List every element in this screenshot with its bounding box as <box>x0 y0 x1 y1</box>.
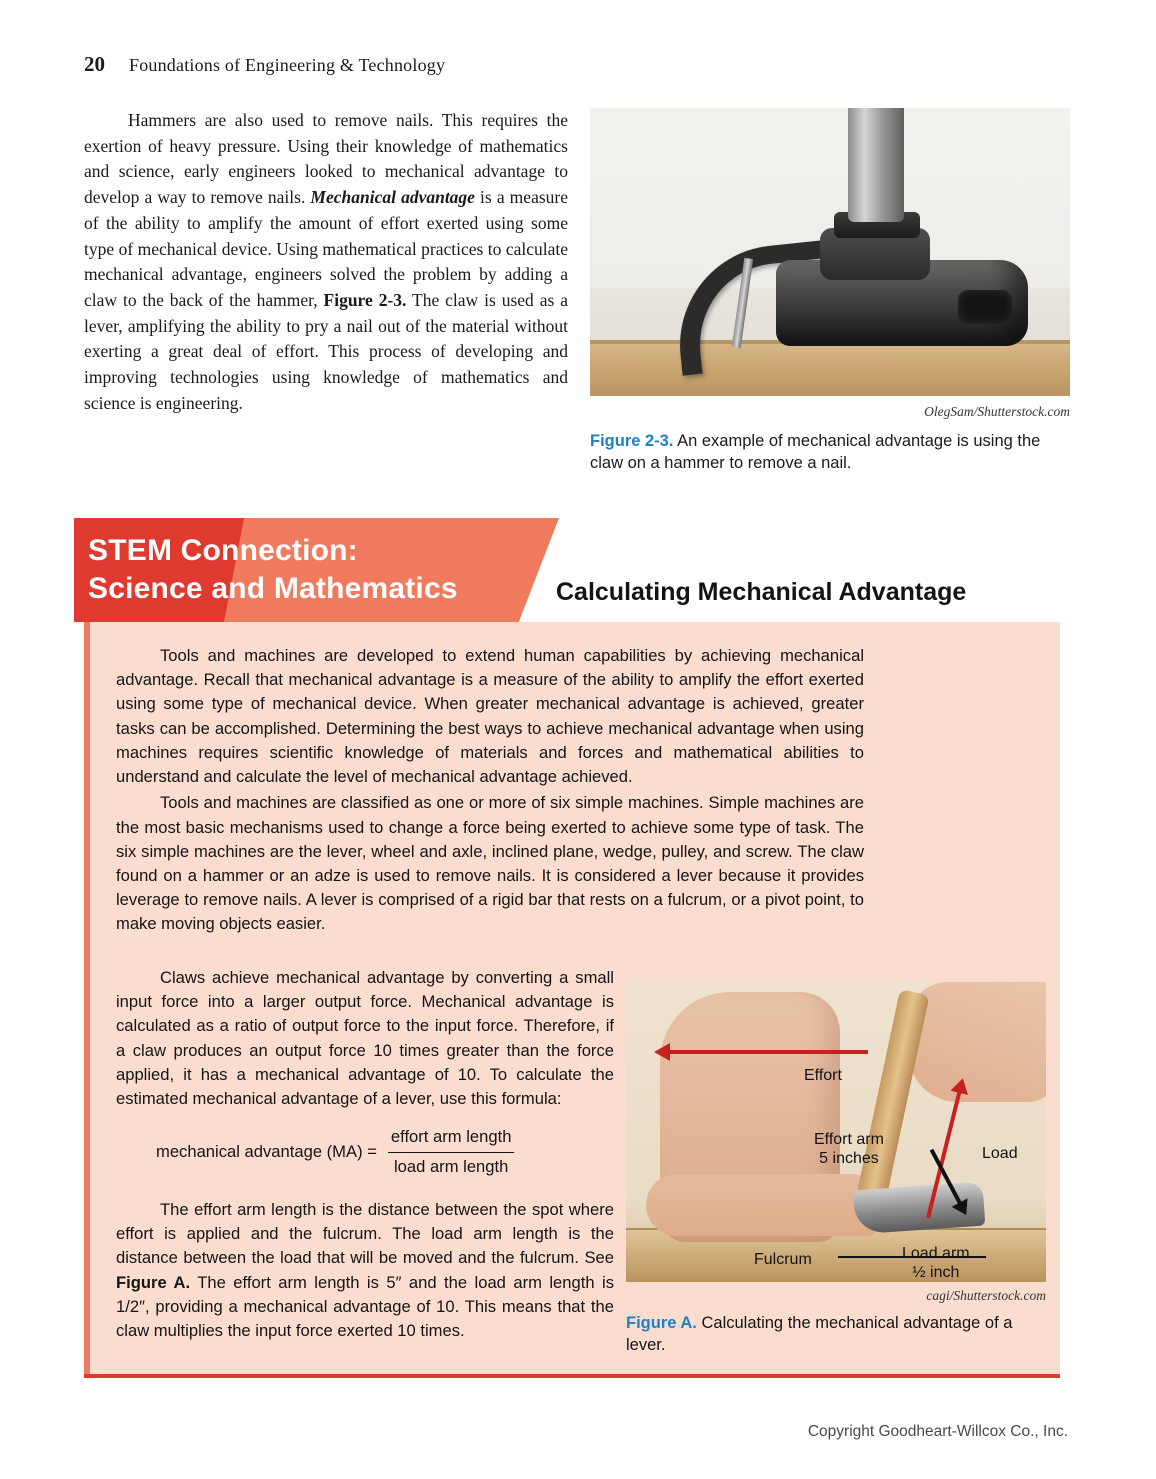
key-term: Mechanical advantage <box>310 187 475 208</box>
figure-caption-label: Figure 2-3. <box>590 432 674 450</box>
formula-denominator: load arm length <box>388 1152 514 1179</box>
hammer-handle-shape <box>848 108 904 222</box>
running-head <box>84 52 445 77</box>
feature-paragraph-4-part-1: The effort arm length is the distance between the spot where effort is applied and the fulcrum. The load arm length is the distance between the load that will be moved and the fulcrum. See <box>116 1200 614 1268</box>
formula-fraction <box>385 1125 518 1178</box>
label-effort-arm-line-1: Effort arm <box>814 1131 884 1148</box>
label-fulcrum: Fulcrum <box>754 1251 812 1268</box>
figure-a <box>626 982 1046 1356</box>
copyright-footer: Copyright Goodheart-Willcox Co., Inc. <box>807 1423 1068 1440</box>
banner-line-2: Science and Mathematics <box>88 572 458 606</box>
feature-text-middle <box>116 966 614 1193</box>
figure-caption <box>590 430 1070 475</box>
figA-caption-label: Figure A. <box>626 1314 697 1332</box>
label-load-arm-line-1: Load arm <box>902 1245 970 1262</box>
feature-left-rule <box>84 622 90 1374</box>
body-column <box>84 108 568 417</box>
hammer-photo <box>590 108 1070 396</box>
banner-text <box>88 532 458 609</box>
figA-photo-credit: cagi/Shutterstock.com <box>926 1288 1046 1303</box>
feature-text-bottom <box>116 1198 614 1343</box>
feature-paragraph-2: Tools and machines are classified as one or more of six simple machines. Simple machines are the most basic mechanisms used to change a force being exerted to achieve some type of task. The six simple machines are the lever, wheel and axle, inclined plane, wedge, pulley, and screw. The claw found on a hammer or an adze is used to remove nails. It is considered a lever because it provides leverage to remove nails. A lever is comprised of a rigid bar that rests on a fulcrum, or a pivot point, to make moving objects easier. <box>116 793 864 934</box>
photo-credit: OlegSam/Shutterstock.com <box>924 404 1070 419</box>
feature-paragraph-4 <box>116 1198 614 1343</box>
formula-left-side: mechanical advantage (MA) = <box>156 1141 377 1161</box>
body-text-part-3: The claw is used as a lever, amplifying the ability to pry a nail out of the material without exerting a great deal of effort. This process of developing and improving technologies using knowledge of mathematics and science is engineering. <box>84 290 568 413</box>
figure-a-reference: Figure A. <box>116 1272 191 1292</box>
label-load-arm <box>902 1244 970 1282</box>
banner-line-1: STEM Connection: <box>88 534 358 567</box>
figure-caption-text: An example of mechanical advantage is using the claw on a hammer to remove a nail. <box>590 432 1041 473</box>
stem-connection-banner <box>74 518 559 622</box>
label-effort-arm-line-2: 5 inches <box>819 1150 879 1168</box>
formula-numerator: effort arm length <box>390 1127 512 1147</box>
body-text-part-1: Hammers are also used to remove nails. This requires the exertion of heavy pressure. Using their knowledge of mathematics and science, early engineers looked to mechanical advantage to develop a way to remove nails. <box>84 110 568 208</box>
foot-shape <box>646 1174 878 1236</box>
hand-shape <box>908 982 1046 1102</box>
figure-2-3 <box>590 108 1070 475</box>
feature-heading: Calculating Mechanical Advantage <box>556 578 967 606</box>
page-number: 20 <box>84 52 105 76</box>
lever-photo <box>626 982 1046 1282</box>
feature-text-top <box>116 644 864 937</box>
label-load-arm-line-2: ½ inch <box>912 1264 960 1282</box>
feature-paragraph-1: Tools and machines are developed to extend human capabilities by achieving mechanical advantage. Recall that mechanical advantage is a measure of the ability to amplify the effort exerted using some type of mechanical device. When greater mechanical advantage is achieved, greater tasks can be accomplished. Determining the best ways to achieve mechanical advantage when using machines requires scientific knowledge of materials and forces and mathematical abilities to understand and calculate the level of mechanical advantage achieved. <box>116 646 864 787</box>
label-effort: Effort <box>804 1067 842 1084</box>
feature-paragraph-3: Claws achieve mechanical advantage by converting a small input force into a larger output force. Mechanical advantage is calculated as a ratio of output force to the input force. Therefore, if a claw produces an output force 10 times greater than the force applied, it has a mechanical advantage of 10. To calculate the estimated mechanical advantage of a lever, use this formula: <box>116 968 614 1109</box>
label-load: Load <box>982 1145 1018 1162</box>
figure-reference: Figure 2-3. <box>323 290 407 311</box>
book-title: Foundations of Engineering & Technology <box>129 55 446 75</box>
feature-paragraph-4-part-2: The effort arm length is 5″ and the load arm length is 1/2″, providing a mechanical advantage of 10. This means that the claw multiplies the input force exerted 10 times. <box>116 1272 614 1341</box>
label-effort-arm <box>814 1130 884 1168</box>
body-text-part-2: is a measure of the ability to amplify the amount of effort exerted using some type of mechanical device. Using mathematical practices to calculate mechanical advantage, engineers solved the problem by adding a claw to the back of the hammer, <box>84 187 568 311</box>
effort-arrow-icon <box>668 1050 868 1054</box>
body-paragraph <box>84 108 568 417</box>
figA-caption-text: Calculating the mechanical advantage of a lever. <box>626 1314 1013 1355</box>
figA-caption <box>626 1312 1046 1356</box>
mechanical-advantage-formula <box>156 1125 614 1178</box>
hammer-handle-shape <box>856 989 929 1201</box>
